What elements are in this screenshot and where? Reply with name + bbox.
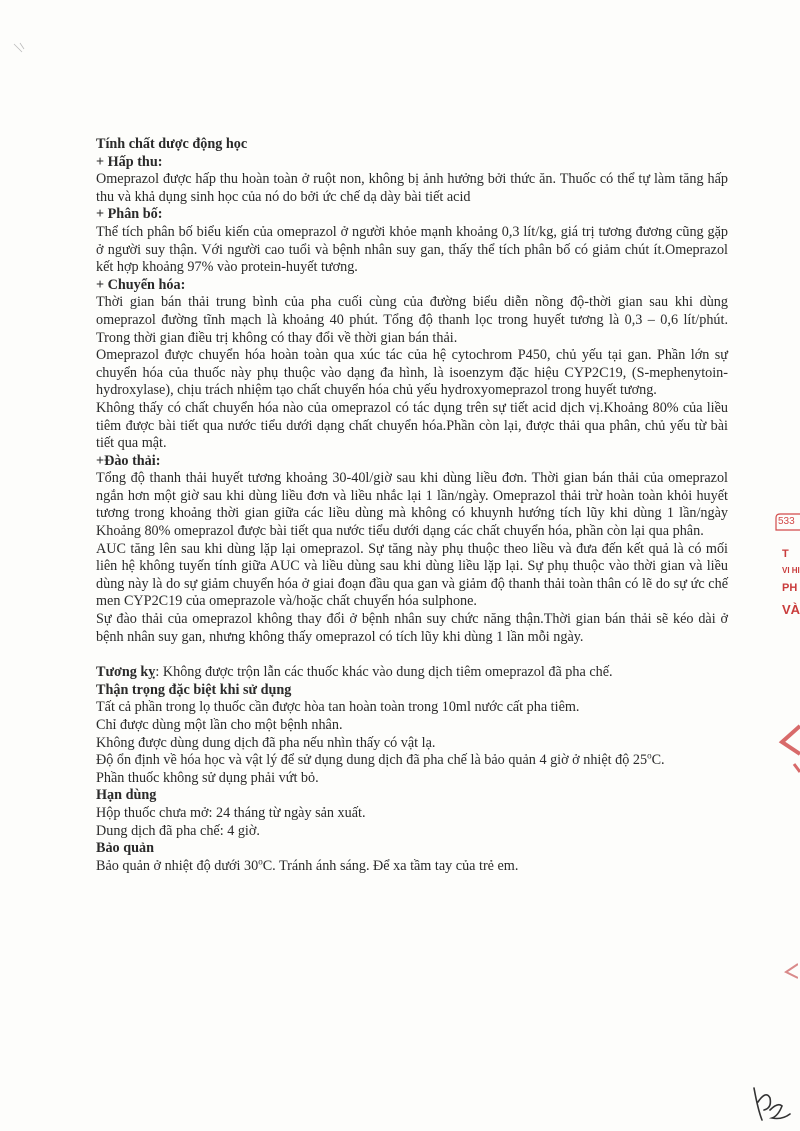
- heading-special-precautions: Thận trọng đặc biệt khi sử dụng: [96, 681, 292, 698]
- shelf-life-line-1: Hộp thuốc chưa mở: 24 tháng từ ngày sản xuất.: [96, 804, 366, 821]
- paragraph-metabolism-1: Thời gian bán thải trung bình của pha cuối cùng của đường biểu diễn nồng độ-thời gian sau khi dùng omeprazol đường tĩnh mạch là khoảng 40 phút. Tổng độ thanh lọc trong huyết tương là 0,3 – 0,6 lít/phút. Trong thời gian điều trị không có thay đổi về thời gian bán thải.: [96, 294, 728, 346]
- heading-incompatibility: Tương kỵ: [96, 664, 156, 681]
- storage-text-after: C. Tránh ánh sáng. Để xa tầm tay của trẻ em.: [262, 857, 519, 874]
- heading-shelf-life: Hạn dùng: [96, 787, 157, 804]
- paragraph-absorption: Omeprazol được hấp thu hoàn toàn ở ruột non, không bị ảnh hưởng bởi thức ăn. Thuốc có thể tự làm tăng hấp thu và khả dụng sinh học của nó do bởi ức chế dạ dày bài tiết acid: [96, 171, 728, 205]
- stamp-fragment: [774, 510, 800, 630]
- heading-storage: Bảo quản: [96, 840, 154, 857]
- handwritten-signature: [748, 1080, 794, 1124]
- stamp-number: 533: [778, 516, 795, 527]
- paragraph-metabolism-3: Không thấy có chất chuyển hóa nào của omeprazol có tác dụng trên sự tiết acid dịch vị.Khoảng 80% của liều tiêm được bài tiết qua nước tiểu dưới dạng chất chuyển hóa.Phần còn lại, được thải qua phân, chủ yếu từ bài tiết qua mật.: [96, 399, 728, 452]
- stamp-edge-mark: [776, 720, 800, 780]
- section-title-pharmacokinetics: Tính chất dược động học: [96, 136, 248, 152]
- stability-unit: C.: [651, 752, 665, 769]
- paragraph-metabolism-2: Omeprazol được chuyển hóa hoàn toàn qua xúc tác của hệ cytochrom P450, chủ yếu tại gan. Phần lớn sự chuyển hóa của thuốc này phụ thuộc vào dạng đa hình, là isoenzym đặc hiệu CYP2C19, (S-mephenytoin-hydroxylase), chịu trách nhiệm tạo chất chuyển hóa chủ yếu hydroxyomeprazol trong huyết tương.: [96, 347, 728, 399]
- heading-absorption: + Hấp thu:: [96, 153, 163, 170]
- precaution-disposal: Phần thuốc không sử dụng phải vứt bỏ.: [96, 769, 319, 786]
- precaution-line-2: Chỉ được dùng một lần cho một bệnh nhân.: [96, 717, 343, 733]
- incompatibility-text: : Không được trộn lẫn các thuốc khác vào dung dịch tiêm omeprazol đã pha chế.: [155, 664, 613, 681]
- paragraph-incompatibility: [96, 664, 728, 682]
- shelf-life-line-2: Dung dịch đã pha chế: 4 giờ.: [96, 822, 260, 839]
- precaution-line-3: Không được dùng dung dịch đã pha nếu nhìn thấy có vật lạ.: [96, 734, 436, 751]
- stamp-letter-2: VI HI: [782, 566, 800, 575]
- degree-sup: o: [647, 750, 652, 761]
- storage-text: [96, 858, 728, 876]
- stability-text: Độ ổn định về hóa học và vật lý để sử dụng dung dịch đã pha chế là bảo quản 4 giờ ở nhiệt độ 25: [96, 752, 648, 769]
- paragraph-elimination-3: Sự đào thải của omeprazol không thay đổi ở bệnh nhân suy chức năng thận.Thời gian bán thải sẽ kéo dài ở bệnh nhân suy gan, nhưng không thấy omeprazol có tích lũy khi dùng 1 lần mỗi ngày.: [96, 611, 728, 645]
- heading-elimination: +Đào thải:: [96, 452, 161, 469]
- section-spacer: [96, 646, 728, 664]
- paragraph-elimination-1: Tổng độ thanh thải huyết tương khoảng 30-40l/giờ sau khi dùng liều đơn. Thời gian bán thải của omeprazol ngắn hơn một giờ sau khi dùng liều đơn và liều nhắc lại 1 lần/ngày. Omeprazol thải trừ hoàn toàn khỏi huyết tương trong khoảng thời gian giữa các liều dùng mà không có khuynh hướng tích lũy khi dùng 1 lần/ngày Khoảng 80% omeprazol được bài tiết qua nước tiểu dưới dạng các chất chuyển hóa, phần còn lại qua phân.: [96, 470, 728, 540]
- heading-metabolism: + Chuyển hóa:: [96, 276, 186, 293]
- stamp-letter-4: VÀ: [782, 602, 800, 617]
- paragraph-distribution: Thể tích phân bố biểu kiến của omeprazol ở người khỏe mạnh khoảng 0,3 lít/kg, giá trị tương đương cũng gặp ở người suy thận. Với người cao tuổi và bệnh nhân suy gan, thấy thể tích phân bố có giảm chút ít.Omeprazol kết hợp khoảng 97% vào protein-huyết tương.: [96, 223, 728, 276]
- document-body: [96, 136, 728, 875]
- storage-text-before: Bảo quản ở nhiệt độ dưới 30: [96, 857, 259, 874]
- stamp-letter-1: T: [782, 548, 789, 560]
- precaution-line-1: Tất cả phần trong lọ thuốc cần được hòa tan hoàn toàn trong 10ml nước cất pha tiêm.: [96, 699, 580, 716]
- stamp-letter-3: PH: [782, 582, 798, 594]
- precaution-stability: [96, 752, 728, 770]
- stamp-edge-fragment: [778, 960, 798, 980]
- paragraph-elimination-2: AUC tăng lên sau khi dùng lặp lại omeprazol. Sự tăng này phụ thuộc theo liều và đưa đến kết quả là có mối liên hệ không tuyến tính giữa AUC và liều dùng sau khi dùng liều lặp lại. Sự phụ thuộc vào thời gian và liều dùng này là do sự giảm chuyển hóa ở giai đoạn đầu qua gan và giảm độ thanh thải toàn thân có lẽ do sự ức chế men CYP2C19 của omeprazole và/hoặc chất chuyển hóa sulphone.: [96, 540, 728, 610]
- heading-distribution: + Phân bố:: [96, 206, 163, 223]
- storage-degree-sup: o: [258, 856, 263, 867]
- scan-mark: [10, 40, 30, 60]
